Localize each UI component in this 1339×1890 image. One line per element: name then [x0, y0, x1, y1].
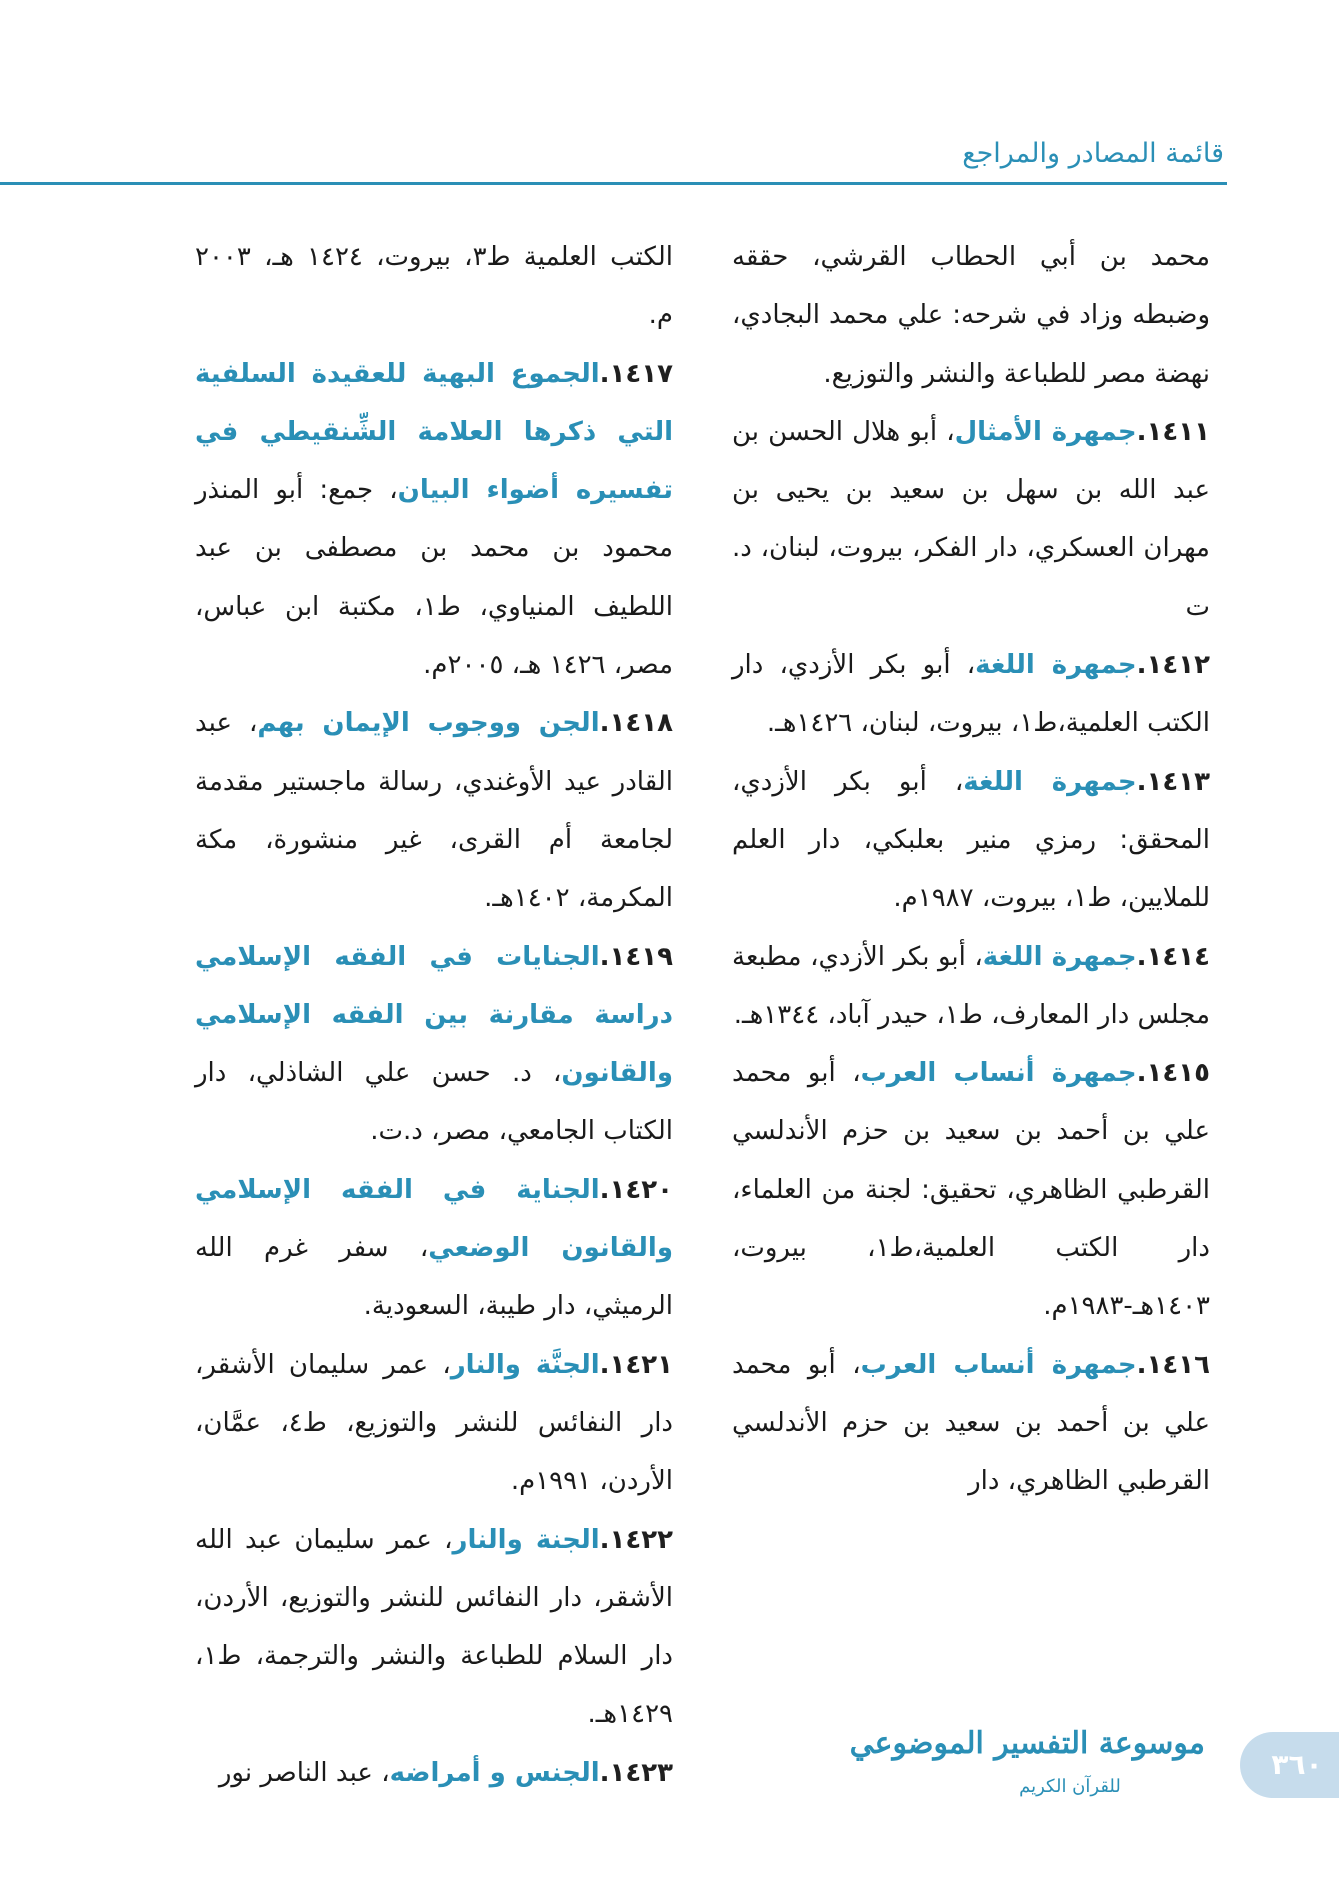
reference-entry	[732, 928, 1210, 1045]
entry-text: ، أبو بكر الأزدي، دار الكتب العلمية،ط١، بيروت، لبنان، ١٤٢٦هـ.	[732, 650, 1210, 739]
entry-text: ، أبو محمد علي بن أحمد بن سعيد بن حزم الأندلسي القرطبي الظاهري، تحقيق: لجنة من العلماء، دار الكتب العلمية،ط١، بيروت، ١٤٠٣هـ-١٩٨٣م.	[732, 1058, 1210, 1322]
entry-number: ١٤١٥.	[1136, 1058, 1210, 1089]
reference-entry	[195, 345, 673, 695]
entry-number: ١٤١٢.	[1136, 650, 1210, 681]
reference-entry	[195, 694, 673, 927]
page-number: ٣٦٠	[1271, 1748, 1323, 1781]
entry-number: ١٤٢٠.	[599, 1174, 673, 1205]
entry-number: ١٤١١.	[1136, 416, 1210, 447]
entry-text: ، أبو بكر الأزدي، المحقق: رمزي منير بعلبكي، دار العلم للملايين، ط١، بيروت، ١٩٨٧م.	[732, 766, 1210, 914]
entry-text: ، أبو هلال الحسن بن عبد الله بن سهل بن سعيد بن يحيى بن مهران العسكري، دار الفكر، بيروت، لبنان، د. ت	[732, 416, 1210, 622]
logo-subtitle: للقرآن الكريم	[1019, 1776, 1121, 1797]
entry-title: الجنة والنار	[452, 1524, 600, 1555]
reference-entry	[195, 1161, 673, 1336]
entry-number: ١٤١٩.	[599, 941, 673, 972]
header-rule	[0, 182, 1227, 185]
entry-text: ، عبد الناصر نور	[218, 1757, 390, 1788]
reference-entry	[732, 403, 1210, 636]
reference-entry	[195, 228, 673, 345]
reference-entry	[732, 636, 1210, 753]
entry-text: ، عبد القادر عيد الأوغندي، رسالة ماجستير مقدمة لجامعة أم القرى، غير منشورة، مكة المكرمة، ١٤٠٢هـ.	[195, 708, 673, 914]
entry-title: الجناية في الفقه الإسلامي والقانون الوضعي	[195, 1174, 674, 1264]
entry-title: جمهرة أنساب العرب	[860, 1349, 1137, 1380]
entry-title: جمهرة اللغة	[982, 941, 1137, 972]
entry-number: ١٤١٤.	[1136, 941, 1211, 972]
entry-number: ١٤١٣.	[1136, 766, 1210, 797]
reference-entry	[732, 1044, 1210, 1335]
entry-title: جمهرة اللغة	[963, 766, 1137, 797]
reference-entry	[732, 753, 1210, 928]
entry-title: الجموع البهية للعقيدة السلفية التي ذكرها العلامة الشِّنقيطي في تفسيره أضواء البيان	[195, 358, 673, 506]
reference-entry	[732, 228, 1210, 403]
reference-entry	[195, 1744, 673, 1802]
entry-number: ١٤١٧.	[599, 358, 673, 389]
logo-title: موسوعة التفسير الموضوعي	[849, 1726, 1205, 1761]
entry-title: الجنَّة والنار	[450, 1349, 600, 1380]
reference-entry	[195, 1336, 673, 1511]
entry-number: ١٤٢١.	[599, 1349, 673, 1380]
reference-entry	[195, 1511, 673, 1744]
entry-title: الجن ووجوب الإيمان بهم	[257, 708, 600, 739]
entry-text: ، أبو محمد علي بن أحمد بن سعيد بن حزم الأندلسي القرطبي الظاهري، دار	[732, 1349, 1210, 1497]
entry-title: الجنايات في الفقه الإسلامي دراسة مقارنة بين الفقه الإسلامي والقانون	[195, 941, 673, 1089]
left-column	[195, 228, 673, 1802]
entry-text: ، د. حسن علي الشاذلي، دار الكتاب الجامعي، مصر، د.ت.	[195, 1058, 673, 1147]
entry-title: جمهرة الأمثال	[954, 416, 1137, 447]
entry-number: ١٤١٨.	[599, 708, 673, 739]
reference-entry	[732, 1336, 1210, 1511]
encyclopedia-logo	[849, 1722, 1205, 1812]
entry-text: الكتب العلمية ط٣، بيروت، ١٤٢٤ هـ، ٢٠٠٣ م.	[195, 242, 673, 331]
right-column	[732, 228, 1210, 1511]
entry-text: ، أبو بكر الأزدي، مطبعة مجلس دار المعارف، ط١، حيدر آباد، ١٣٤٤هـ.	[732, 941, 1210, 1030]
entry-number: ١٤٢٢.	[599, 1524, 674, 1555]
entry-title: جمهرة أنساب العرب	[860, 1058, 1137, 1089]
entry-number: ١٤٢٣.	[599, 1757, 673, 1788]
reference-entry	[195, 928, 673, 1161]
entry-text: محمد بن أبي الحطاب القرشي، حققه وضبطه وزاد في شرحه: علي محمد البجادي، نهضة مصر للطباعة والنشر والتوزيع.	[732, 242, 1210, 389]
entry-title: جمهرة اللغة	[975, 650, 1137, 681]
entry-number: ١٤١٦.	[1136, 1349, 1210, 1380]
entry-text: ، عمر سليمان الأشقر، دار النفائس للنشر والتوزيع، ط٤، عمَّان، الأردن، ١٩٩١م.	[195, 1349, 674, 1497]
entry-text: ، جمع: أبو المنذر محمود بن محمد بن مصطفى بن عبد اللطيف المنياوي، ط١، مكتبة ابن عباس، مصر، ١٤٢٦ هـ، ٢٠٠٥م.	[195, 475, 673, 681]
entry-text: ، سفر غرم الله الرميثي، دار طيبة، السعودية.	[195, 1233, 673, 1322]
running-header-title: قائمة المصادر والمراجع	[962, 138, 1224, 169]
entry-text: ، عمر سليمان عبد الله الأشقر، دار النفائس للنشر والتوزيع، الأردن، دار السلام للطباعة والنشر والترجمة، ط١، ١٤٢٩هـ.	[195, 1524, 673, 1730]
entry-title: الجنس و أمراضه	[389, 1757, 600, 1788]
